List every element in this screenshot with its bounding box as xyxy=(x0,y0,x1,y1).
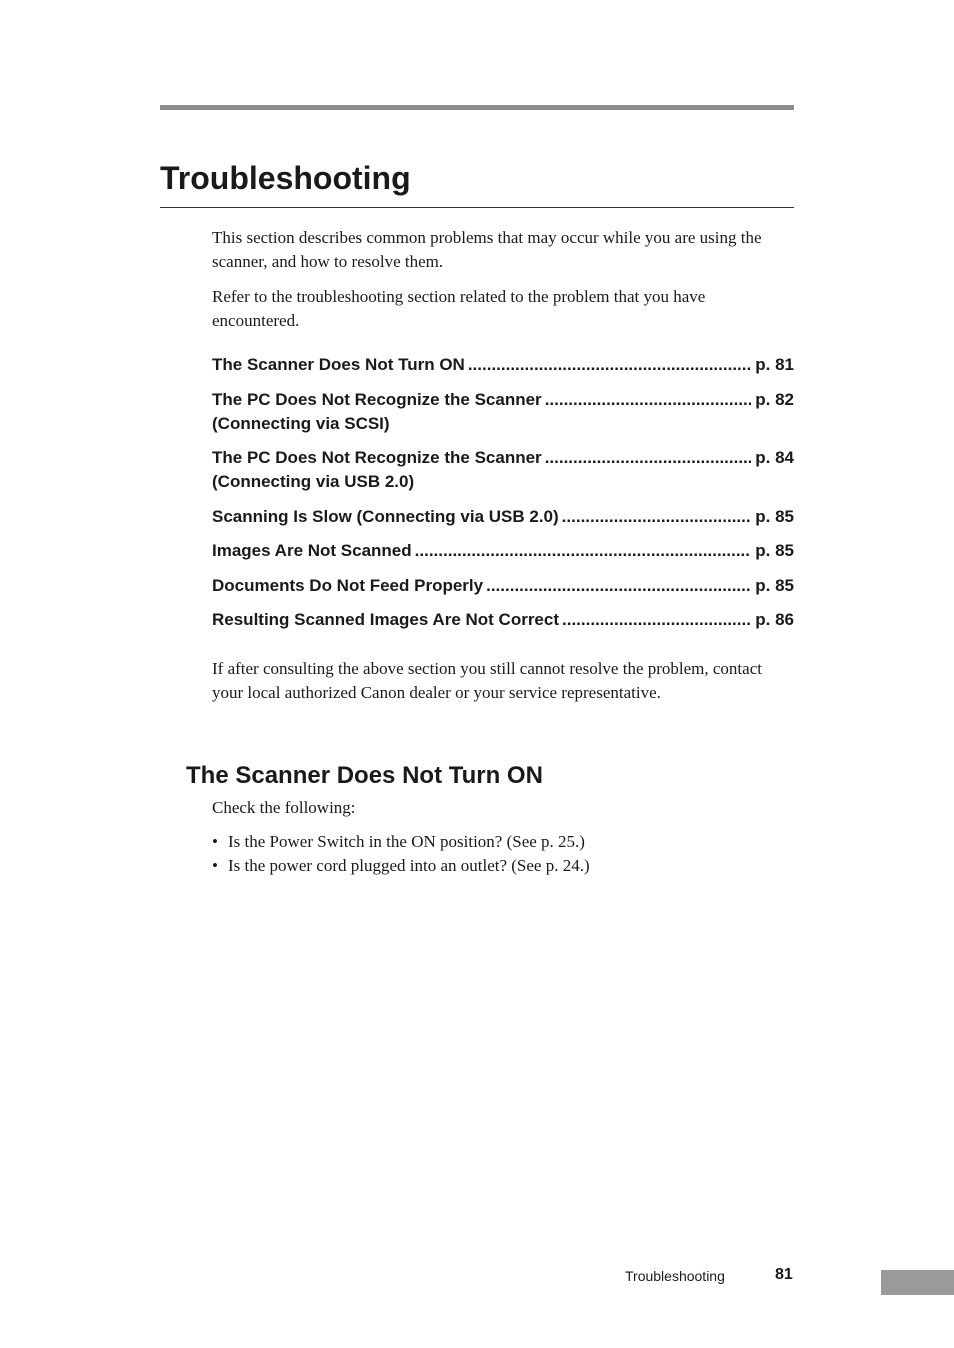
page-title: Troubleshooting xyxy=(160,160,411,196)
toc-leader-dots xyxy=(486,574,751,598)
footer-thumb-tab xyxy=(881,1270,954,1295)
checklist xyxy=(212,830,794,878)
bullet-icon: • xyxy=(212,856,218,875)
toc-leader-dots xyxy=(562,608,751,632)
toc-leader-dots xyxy=(415,539,752,563)
toc-leader-dots xyxy=(562,505,752,529)
toc-leader-dots xyxy=(545,388,752,412)
toc-entry-subtitle: (Connecting via SCSI) xyxy=(212,413,390,433)
toc-page-ref: p. 82 xyxy=(755,389,794,409)
section-heading: The Scanner Does Not Turn ON xyxy=(186,762,543,789)
header-rule xyxy=(160,105,794,110)
toc-entry[interactable] xyxy=(212,608,794,632)
toc-entry-subtitle: (Connecting via USB 2.0) xyxy=(212,472,415,491)
toc-leader-dots xyxy=(545,446,752,470)
list-item-text: Is the Power Switch in the ON position? (See p. 25.) xyxy=(228,832,585,851)
toc-entry[interactable] xyxy=(212,539,794,563)
footer-page-number: 81 xyxy=(775,1266,793,1283)
list-item xyxy=(212,854,794,878)
footer-section-label: Troubleshooting xyxy=(625,1268,725,1284)
section-lead: Check the following: xyxy=(212,798,356,817)
list-item xyxy=(212,830,794,854)
toc-entry-title: The Scanner Does Not Turn ON xyxy=(212,355,465,374)
toc-page-ref: p. 85 xyxy=(755,541,794,560)
toc-entry-title: Scanning Is Slow (Connecting via USB 2.0) xyxy=(212,506,559,526)
toc-entry-title: The PC Does Not Recognize the Scanner xyxy=(212,448,542,467)
toc-page-ref: p. 85 xyxy=(755,575,794,595)
list-item-text: Is the power cord plugged into an outlet? (See p. 24.) xyxy=(228,856,590,875)
closing-paragraph: If after consulting the above section you still cannot resolve the problem, contact your local authorized Canon dealer or your service representative. xyxy=(212,659,762,702)
intro-paragraph: Refer to the troubleshooting section related to the problem that you have encountered. xyxy=(212,287,706,330)
toc-entry[interactable] xyxy=(212,388,794,436)
toc-entry[interactable] xyxy=(212,574,794,598)
bullet-icon: • xyxy=(212,832,218,851)
toc-entry-title: Images Are Not Scanned xyxy=(212,541,412,560)
toc-page-ref: p. 85 xyxy=(755,506,794,526)
toc-page-ref: p. 84 xyxy=(755,448,794,467)
intro-paragraph: This section describes common problems that may occur while you are using the scanner, and how to resolve them. xyxy=(212,228,762,271)
title-underline xyxy=(160,207,794,208)
toc-entry[interactable] xyxy=(212,353,794,377)
toc-entry-title: Resulting Scanned Images Are Not Correct xyxy=(212,610,560,629)
toc-entry[interactable] xyxy=(212,505,794,529)
toc-page-ref: p. 86 xyxy=(755,610,794,629)
toc-entry-title: Documents Do Not Feed Properly xyxy=(212,575,484,595)
toc-page-ref: p. 81 xyxy=(755,355,794,374)
toc-entry-title: The PC Does Not Recognize the Scanner xyxy=(212,389,542,409)
toc-entry[interactable] xyxy=(212,446,794,494)
toc-list xyxy=(212,353,794,643)
toc-leader-dots xyxy=(468,353,751,377)
